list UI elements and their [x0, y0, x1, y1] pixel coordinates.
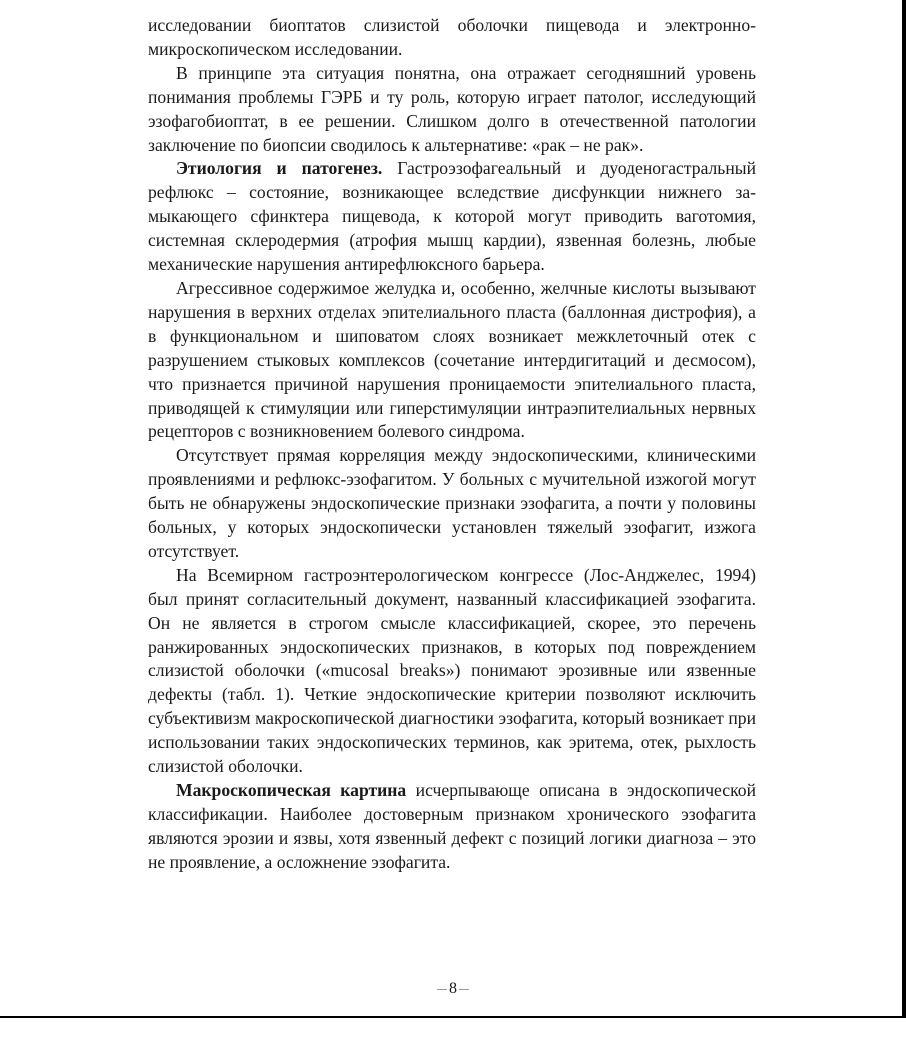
- etiology-text: Гастроэзофагеальный и дуоденогастральный рефлюкс – состояние, возникающее вследствие дисфункции нижнего замыкающего сфинктера пищевода, к которой могут приводить ваготомия, системная склеродермия (атрофия мышц кардии), язвенная болезнь, любые механические нарушения антирефлюксного барьера.: [148, 158, 756, 275]
- paragraph-2: [148, 62, 756, 158]
- page-body: [148, 14, 756, 875]
- paragraph-2-text: В принципе эта ситуация понятна, она отражает сегодняшний уровень понимания проблемы ГЭРБ и ту роль, которую играет патолог, исследующий эзофагобиоптат, в ее решении. Слишком долго в отечественной патологии заключение по биопсии сводилось к альтернативе: «рак – не рак».: [148, 62, 756, 155]
- page-edge-bottom: [0, 1016, 906, 1018]
- paragraph-macroscopic: [148, 779, 756, 875]
- paragraph-4-text: Агрессивное содержимое желудка и, особенно, желчные кислоты вызывают нарушения в верхних отделах эпителиального пласта (баллонная дистрофия), а в функциональном и шиповатом слоях возникает межклеточный отек с разрушением стыковых комплексов (сочетание интердигитаций и десмосом), что признается причиной нарушения проницаемости эпителиального пласта, приводящей к стимуляции или гиперстимуляции интраэпителиальных нервных рецепторов с возникновением болевого синдрома.: [148, 277, 756, 442]
- paragraph-4: [148, 277, 756, 444]
- page-number-dash-right: [459, 989, 469, 990]
- page-number: [0, 980, 906, 998]
- paragraph-5: [148, 444, 756, 564]
- paragraph-5-text: Отсутствует прямая корреляция между эндоскопическими, клиническими проявлениями и рефлюкс-эзофагитом. У больных с мучительной изжогой могут быть не обнаружены эндоскопические признаки эзофагита, а почти у половины больных, у которых эндоскопически установлен тяжелый эзофагит, изжога отсутствует.: [148, 445, 756, 561]
- page-number-dash-left: [437, 989, 447, 990]
- page-edge-right: [902, 0, 906, 1016]
- page-number-value: 8: [449, 980, 457, 997]
- etiology-heading: Этиология и патогенез.: [176, 158, 383, 179]
- paragraph-etiology: [148, 157, 756, 277]
- paragraph-6: [148, 564, 756, 779]
- paragraph-6-text: На Всемирном гастроэнтерологическом конгрессе (Лос-Анджелес, 1994) был принят согласительный документ, названный классификацией эзофагита. Он не является в строгом смысле классификацией, скорее, это перечень ранжированных эндоскопических признаков, в которых под повреждением слизистой оболочки («mucosal breaks») понимают эрозивные или язвенные дефекты (табл. 1). Четкие эндоскопические критерии позволяют исключить субъективизм макроскопической диагностики эзофагита, который возникает при использовании таких эндоскопических терминов, как эритема, отек, рыхлость слизистой оболочки.: [148, 564, 756, 777]
- paragraph-1: [148, 14, 756, 62]
- paragraph-1-text: исследовании биоптатов слизистой оболочки пищевода и электронномикроскопическом исследовании.: [148, 15, 756, 59]
- macroscopic-text: исчерпывающе описана в эндоскопической классификации. Наиболее достоверным признаком хронического эзофагита являются эрозии и язвы, хотя язвенный дефект с позиций логики диагноза – это не проявление, а осложнение эзофагита.: [148, 780, 756, 872]
- macroscopic-heading: Макроскопическая картина: [176, 780, 407, 800]
